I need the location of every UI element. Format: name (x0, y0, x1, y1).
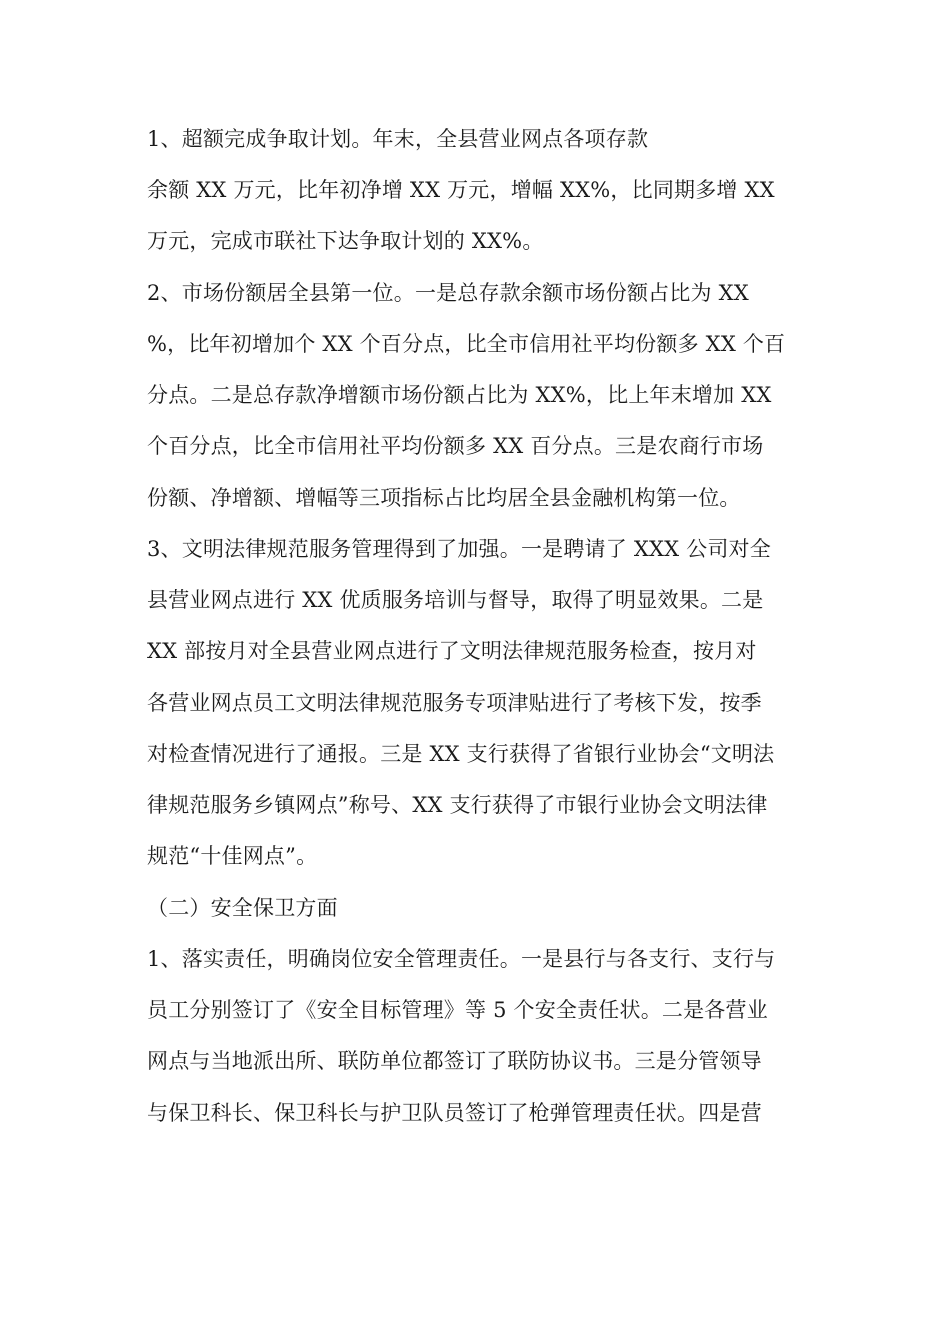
text-line: 县营业网点进行 XX 优质服务培训与督导，取得了明显效果。二是 (147, 588, 764, 612)
text-line: 各营业网点员工文明法律规范服务专项津贴进行了考核下发，按季 (147, 691, 762, 715)
text-line: 与保卫科长、保卫科长与护卫队员签订了枪弹管理责任状。四是营 (147, 1101, 762, 1125)
text-line: 3、文明法律规范服务管理得到了加强。一是聘请了 XXX 公司对全 (147, 537, 771, 561)
text-line: 2、市场份额居全县第一位。一是总存款余额市场份额占比为 XX (147, 281, 749, 305)
text-line: 对检查情况进行了通报。三是 XX 支行获得了省银行业协会“文明法 (147, 742, 775, 766)
text-line: 1、落实责任，明确岗位安全管理责任。一是县行与各支行、支行与 (147, 947, 776, 971)
text-line: 1、超额完成争取计划。年末，全县营业网点各项存款 (147, 127, 649, 151)
text-line: XX 部按月对全县营业网点进行了文明法律规范服务检查，按月对 (147, 639, 757, 663)
text-line: %，比年初增加个 XX 个百分点，比全市信用社平均份额多 XX 个百 (147, 332, 786, 356)
text-line: 律规范服务乡镇网点”称号、XX 支行获得了市银行业协会文明法律 (147, 793, 768, 817)
text-line: 网点与当地派出所、联防单位都签订了联防协议书。三是分管领导 (147, 1049, 762, 1073)
text-line: 员工分别签订了《安全目标管理》等 5 个安全责任状。二是各营业 (147, 998, 768, 1022)
text-line: 万元，完成市联社下达争取计划的 XX%。 (147, 229, 544, 253)
text-line: 份额、净增额、增幅等三项指标占比均居全县金融机构第一位。 (147, 486, 741, 510)
text-line: 个百分点，比全市信用社平均份额多 XX 百分点。三是农商行市场 (147, 434, 764, 458)
text-line: 规范“十佳网点”。 (147, 844, 318, 868)
text-line: 分点。二是总存款净增额市场份额占比为 XX%，比上年末增加 XX (147, 383, 772, 407)
section-heading: （二）安全保卫方面 (147, 896, 338, 920)
text-line: 余额 XX 万元，比年初净增 XX 万元，增幅 XX%，比同期多增 XX (147, 178, 775, 202)
